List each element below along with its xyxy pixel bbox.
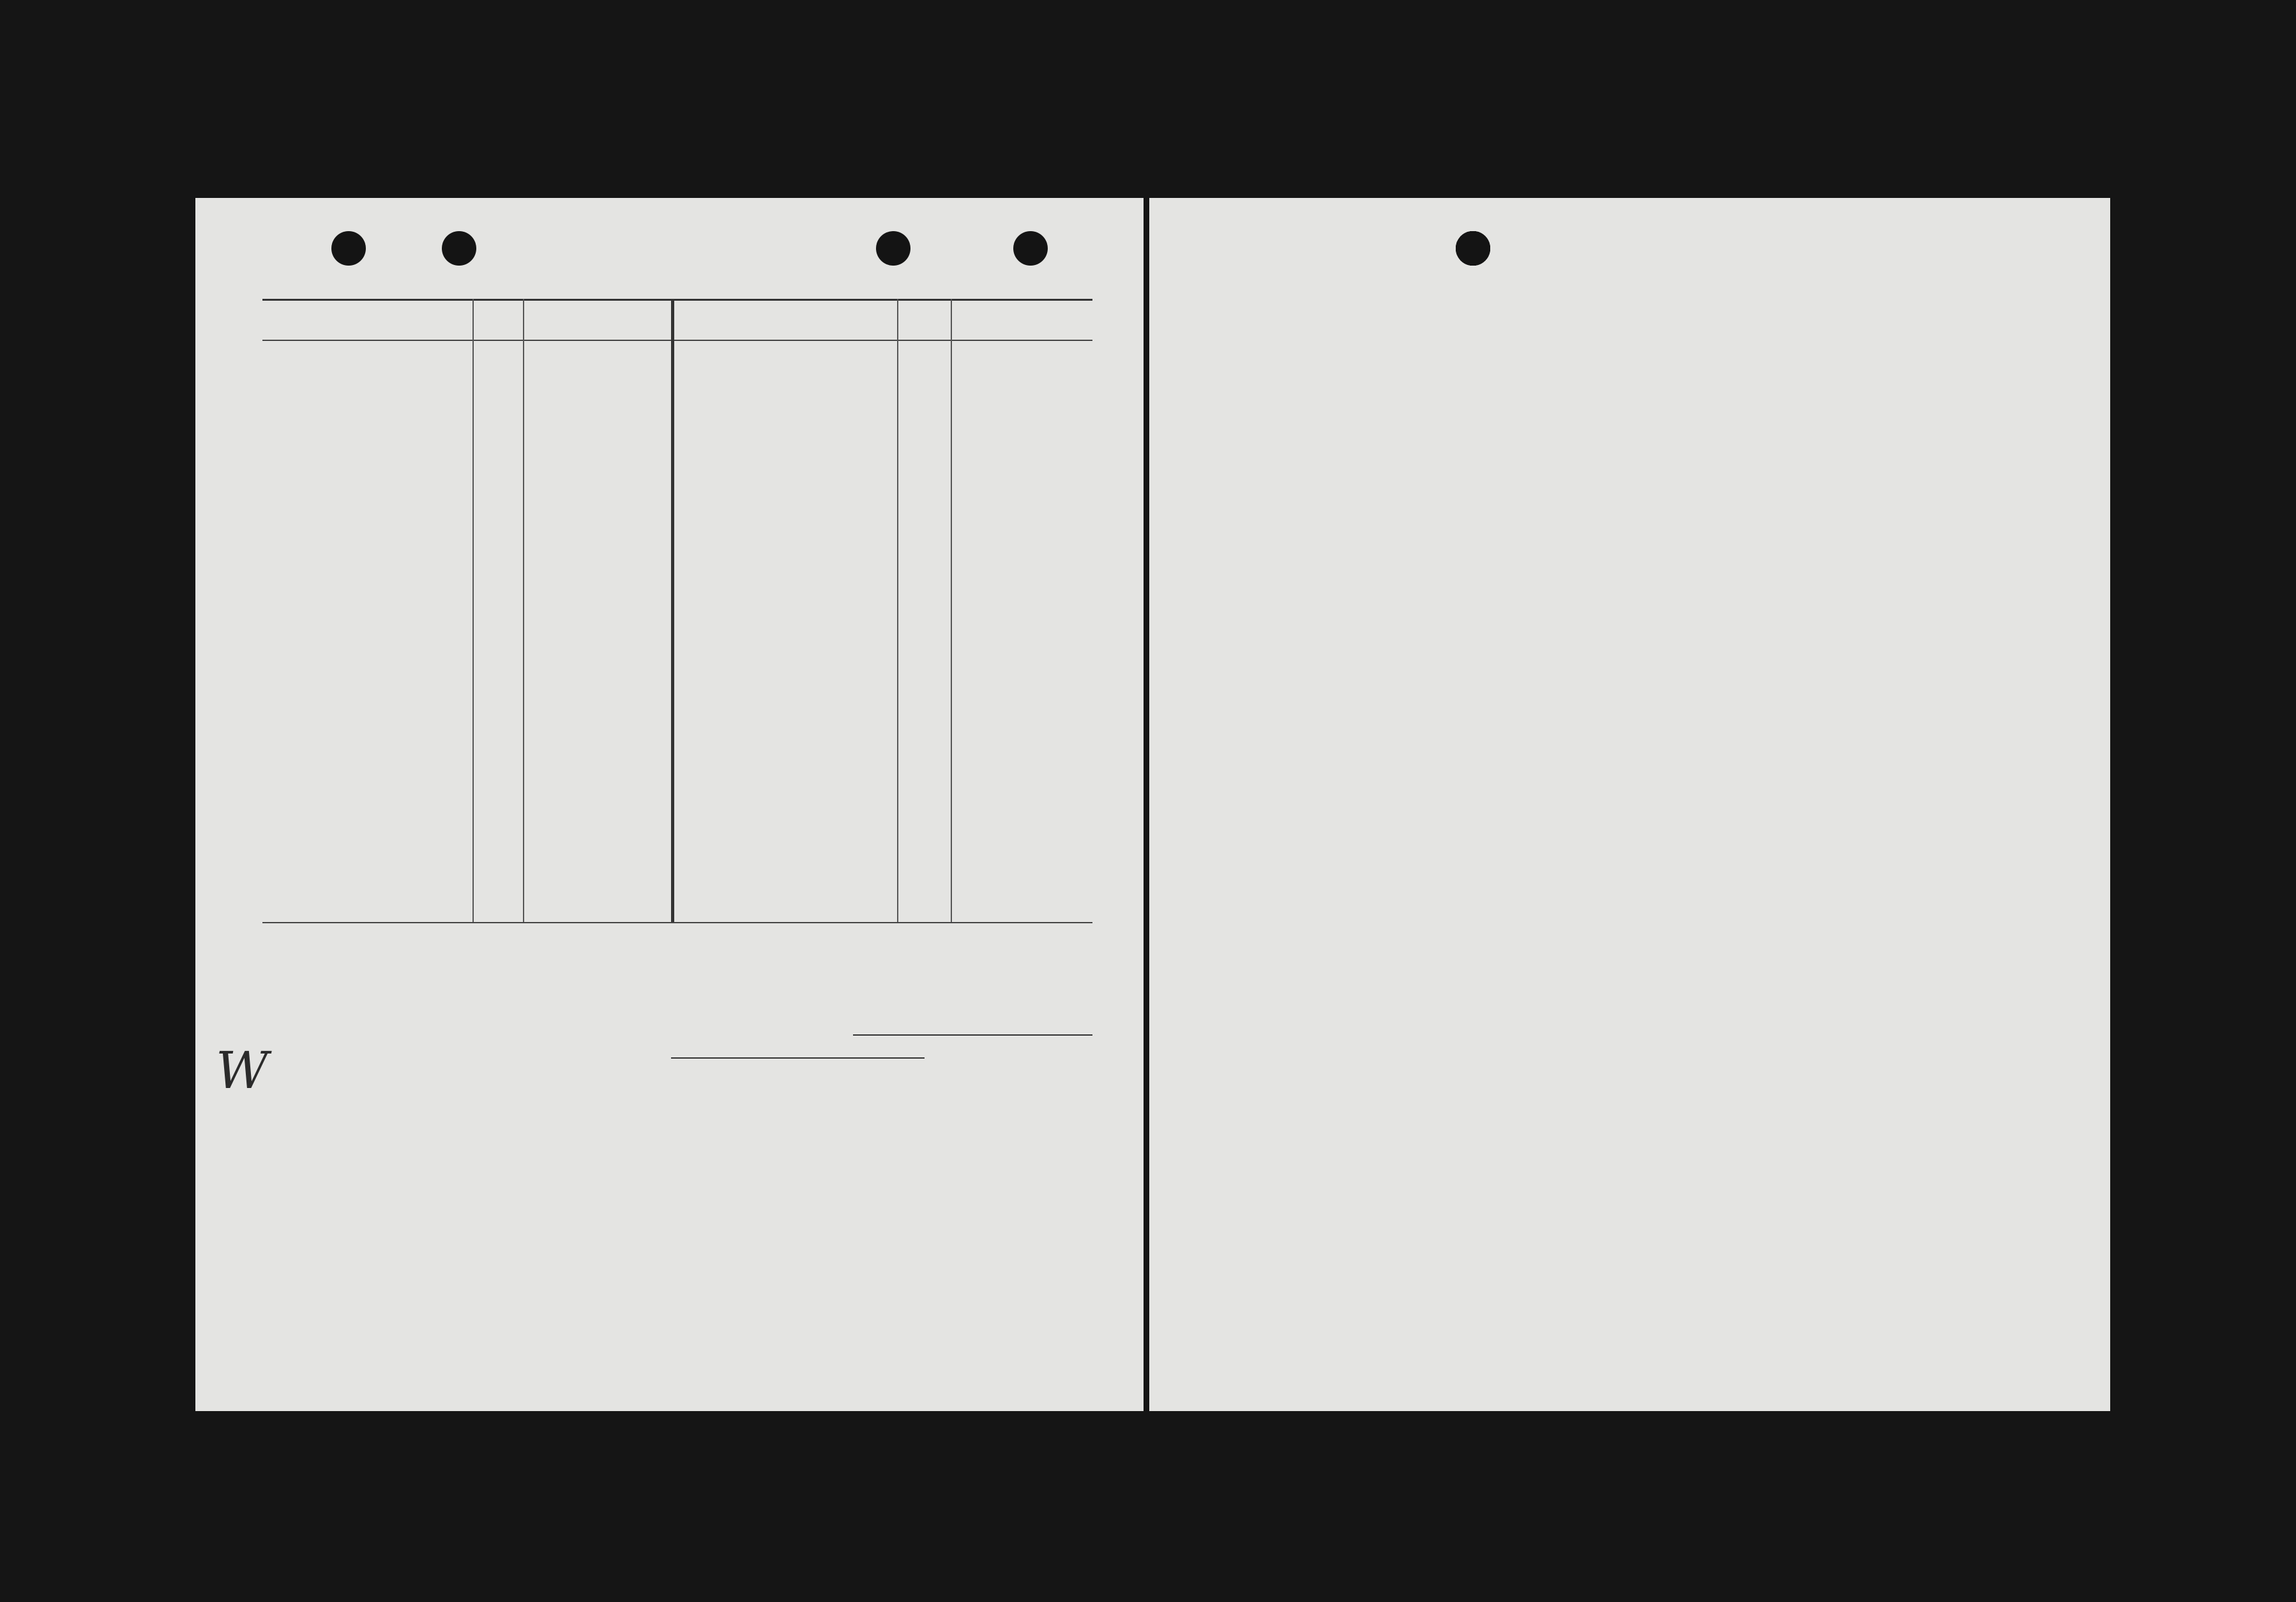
- punch-hole: [876, 231, 910, 266]
- punch-hole: [331, 231, 366, 266]
- clerk-initials: W: [216, 1041, 269, 1100]
- extract-paragraph: [256, 1095, 1092, 1107]
- punch-hole: [1456, 231, 1490, 266]
- punch-hole: [442, 231, 476, 266]
- left-page: [195, 198, 1144, 1411]
- punch-hole: [1013, 231, 1048, 266]
- right-page: [1149, 198, 2110, 1411]
